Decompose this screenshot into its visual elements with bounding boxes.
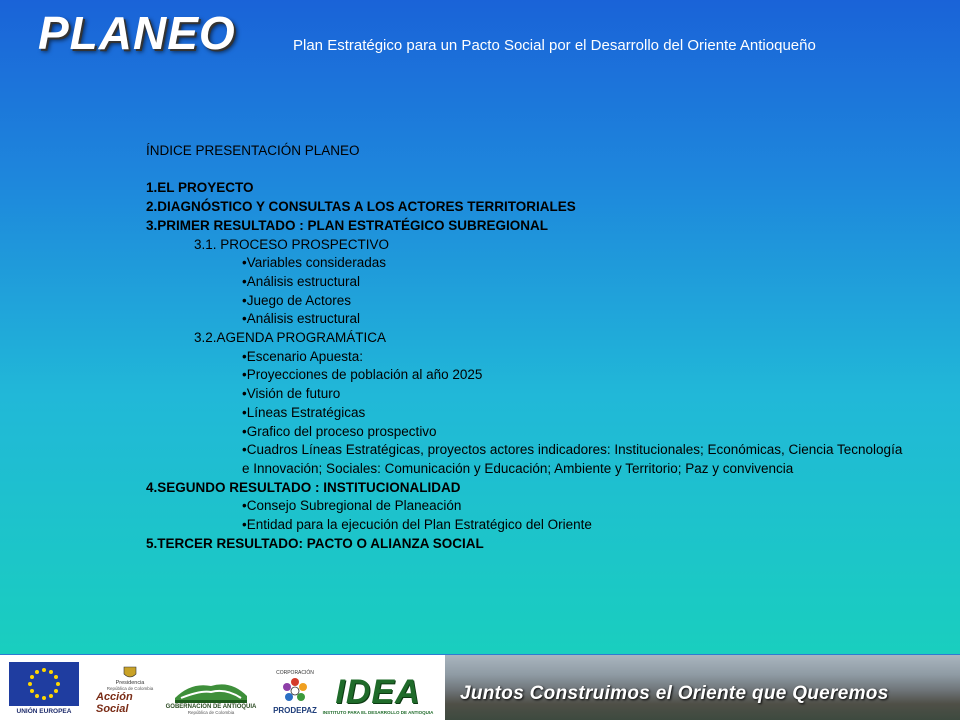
list-item: •Entidad para la ejecución del Plan Estratégico del Oriente (242, 517, 592, 533)
list-item: •Análisis estructural (242, 273, 361, 289)
eu-caption: UNIÓN EUROPEA (16, 708, 72, 715)
section-1: 1.EL PROYECTO (146, 180, 254, 196)
section-3: 3.PRIMER RESULTADO : PLAN ESTRATÉGICO SUBREGIONAL (146, 217, 549, 233)
section-4: 4.SEGUNDO RESULTADO : INSTITUCIONALIDAD (146, 479, 461, 495)
slide-subtitle: Plan Estratégico para un Pacto Social por el Desarrollo del Oriente Antioqueño (293, 37, 816, 54)
list-item: •Consejo Subregional de Planeación (242, 498, 462, 514)
list-item: •Escenario Apuesta: (242, 348, 364, 364)
prod-top: CORPORACIÓN (276, 670, 314, 676)
list-item: •Análisis estructural (242, 311, 361, 327)
prodepaz-logo (268, 660, 322, 715)
pres-top: Presidencia (115, 680, 145, 686)
prodepaz-name: PRODEPAZ (273, 706, 317, 715)
index-content (146, 142, 906, 553)
eu-logo (6, 660, 82, 715)
idea-name: IDEA (335, 673, 421, 711)
subsection-3-1: 3.1. PROCESO PROSPECTIVO (194, 236, 390, 252)
spacer (146, 161, 906, 180)
list-item: •Líneas Estratégicas (242, 404, 366, 420)
gob-caption: GOBERNACIÓN DE ANTIOQUIA (165, 704, 257, 710)
index-heading: ÍNDICE PRESENTACIÓN PLANEO (146, 143, 360, 158)
section-2: 2.DIAGNÓSTICO Y CONSULTAS A LOS ACTORES TERRITORIALES (146, 199, 576, 215)
list-item: •Juego de Actores (242, 292, 352, 308)
idea-logo (322, 660, 434, 715)
gobernacion-emblem-icon (171, 676, 251, 704)
idea-caption: INSTITUTO PARA EL DESARROLLO DE ANTIOQUIA (322, 710, 434, 715)
list-item: •Proyecciones de población al año 2025 (242, 367, 483, 383)
planeo-logo-title: PLANEO (38, 7, 236, 59)
eu-flag-icon (9, 662, 79, 706)
gob-sub: República de Colombia (187, 710, 235, 715)
list-item: •Variables consideradas (242, 255, 387, 271)
accion-social-logo (96, 660, 164, 715)
footer-slogan: Juntos Construimos el Oriente que Queremos (460, 683, 889, 704)
subsection-3-2: 3.2.AGENDA PROGRAMÁTICA (194, 330, 387, 346)
gobernacion-antioquia-logo (165, 660, 257, 715)
prodepaz-flower-icon (280, 676, 310, 706)
list-item: •Visión de futuro (242, 386, 341, 402)
list-item: •Grafico del proceso prospectivo (242, 423, 437, 439)
accion-social-name: Acción Social (96, 691, 133, 715)
section-5: 5.TERCER RESULTADO: PACTO O ALIANZA SOCIAL (146, 535, 484, 551)
pres-sub: República de Colombia (106, 686, 154, 691)
list-item: •Cuadros Líneas Estratégicas, proyectos actores indicadores: Institucionales; Económicas, Ciencia Tecnología e Innovación; Sociales: Comunicación y Educación; Ambiente y Territorio; Paz y convivencia (242, 442, 903, 476)
colombia-shield-icon (122, 666, 138, 680)
